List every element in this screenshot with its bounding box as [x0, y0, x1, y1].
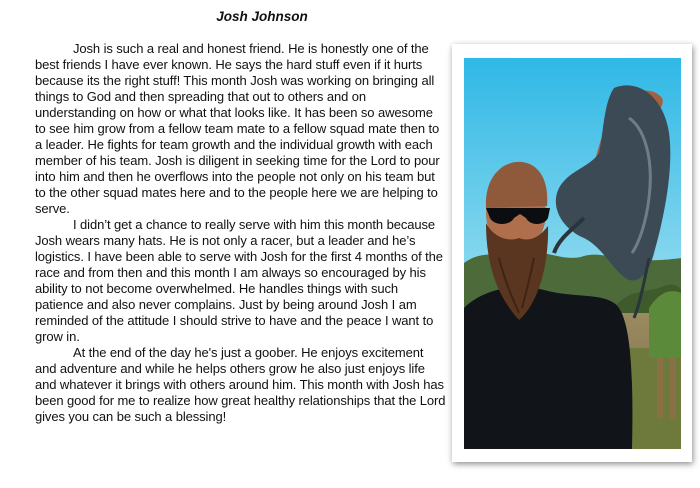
paragraph-1: Josh is such a real and honest friend. He is honestly one of the best friends I have ever known. He says the hard stuff even if it hurts because its the right stuff! This month Josh was working on bringing all things to God and then spreading that out to others and on understanding on how or what that looks like. It has been so awesome to see him grow from a fellow team mate to a fellow squad mate then to a leader. He fights for team growth and the individual growth with each member of his team. Josh is diligent in seeking time for the Lord to pour into him and then he overflows into the people not only on his team but to the other squad mates here and to the people here we are helping to serve.: [35, 41, 440, 216]
paragraph-2: I didn’t get a chance to really serve with him this month because Josh wears many hats. He is not only a racer, but a leader and he’s logistics. I have been able to serve with Josh for the first 4 months of the race and from then and this month I am always so encouraged by his ability to not become overwhelmed. He handles things with such patience and also never complains. Just by being around Josh I am reminded of the attitude I should strive to have and the peace I want to grow in.: [35, 217, 443, 344]
page-title: Josh Johnson: [216, 9, 308, 24]
article-body: [35, 41, 447, 425]
photo-man-holding-bird: [464, 58, 681, 449]
photo-frame: [452, 44, 692, 462]
paragraph-3: At the end of the day he's just a goober. He enjoys excitement and adventure and while he helps others grow he also just enjoys life and whatever it brings with others around him. This month with Josh has been good for me to realize how great healthy relationships that the Lord gives you can be such a blessing!: [35, 345, 446, 424]
